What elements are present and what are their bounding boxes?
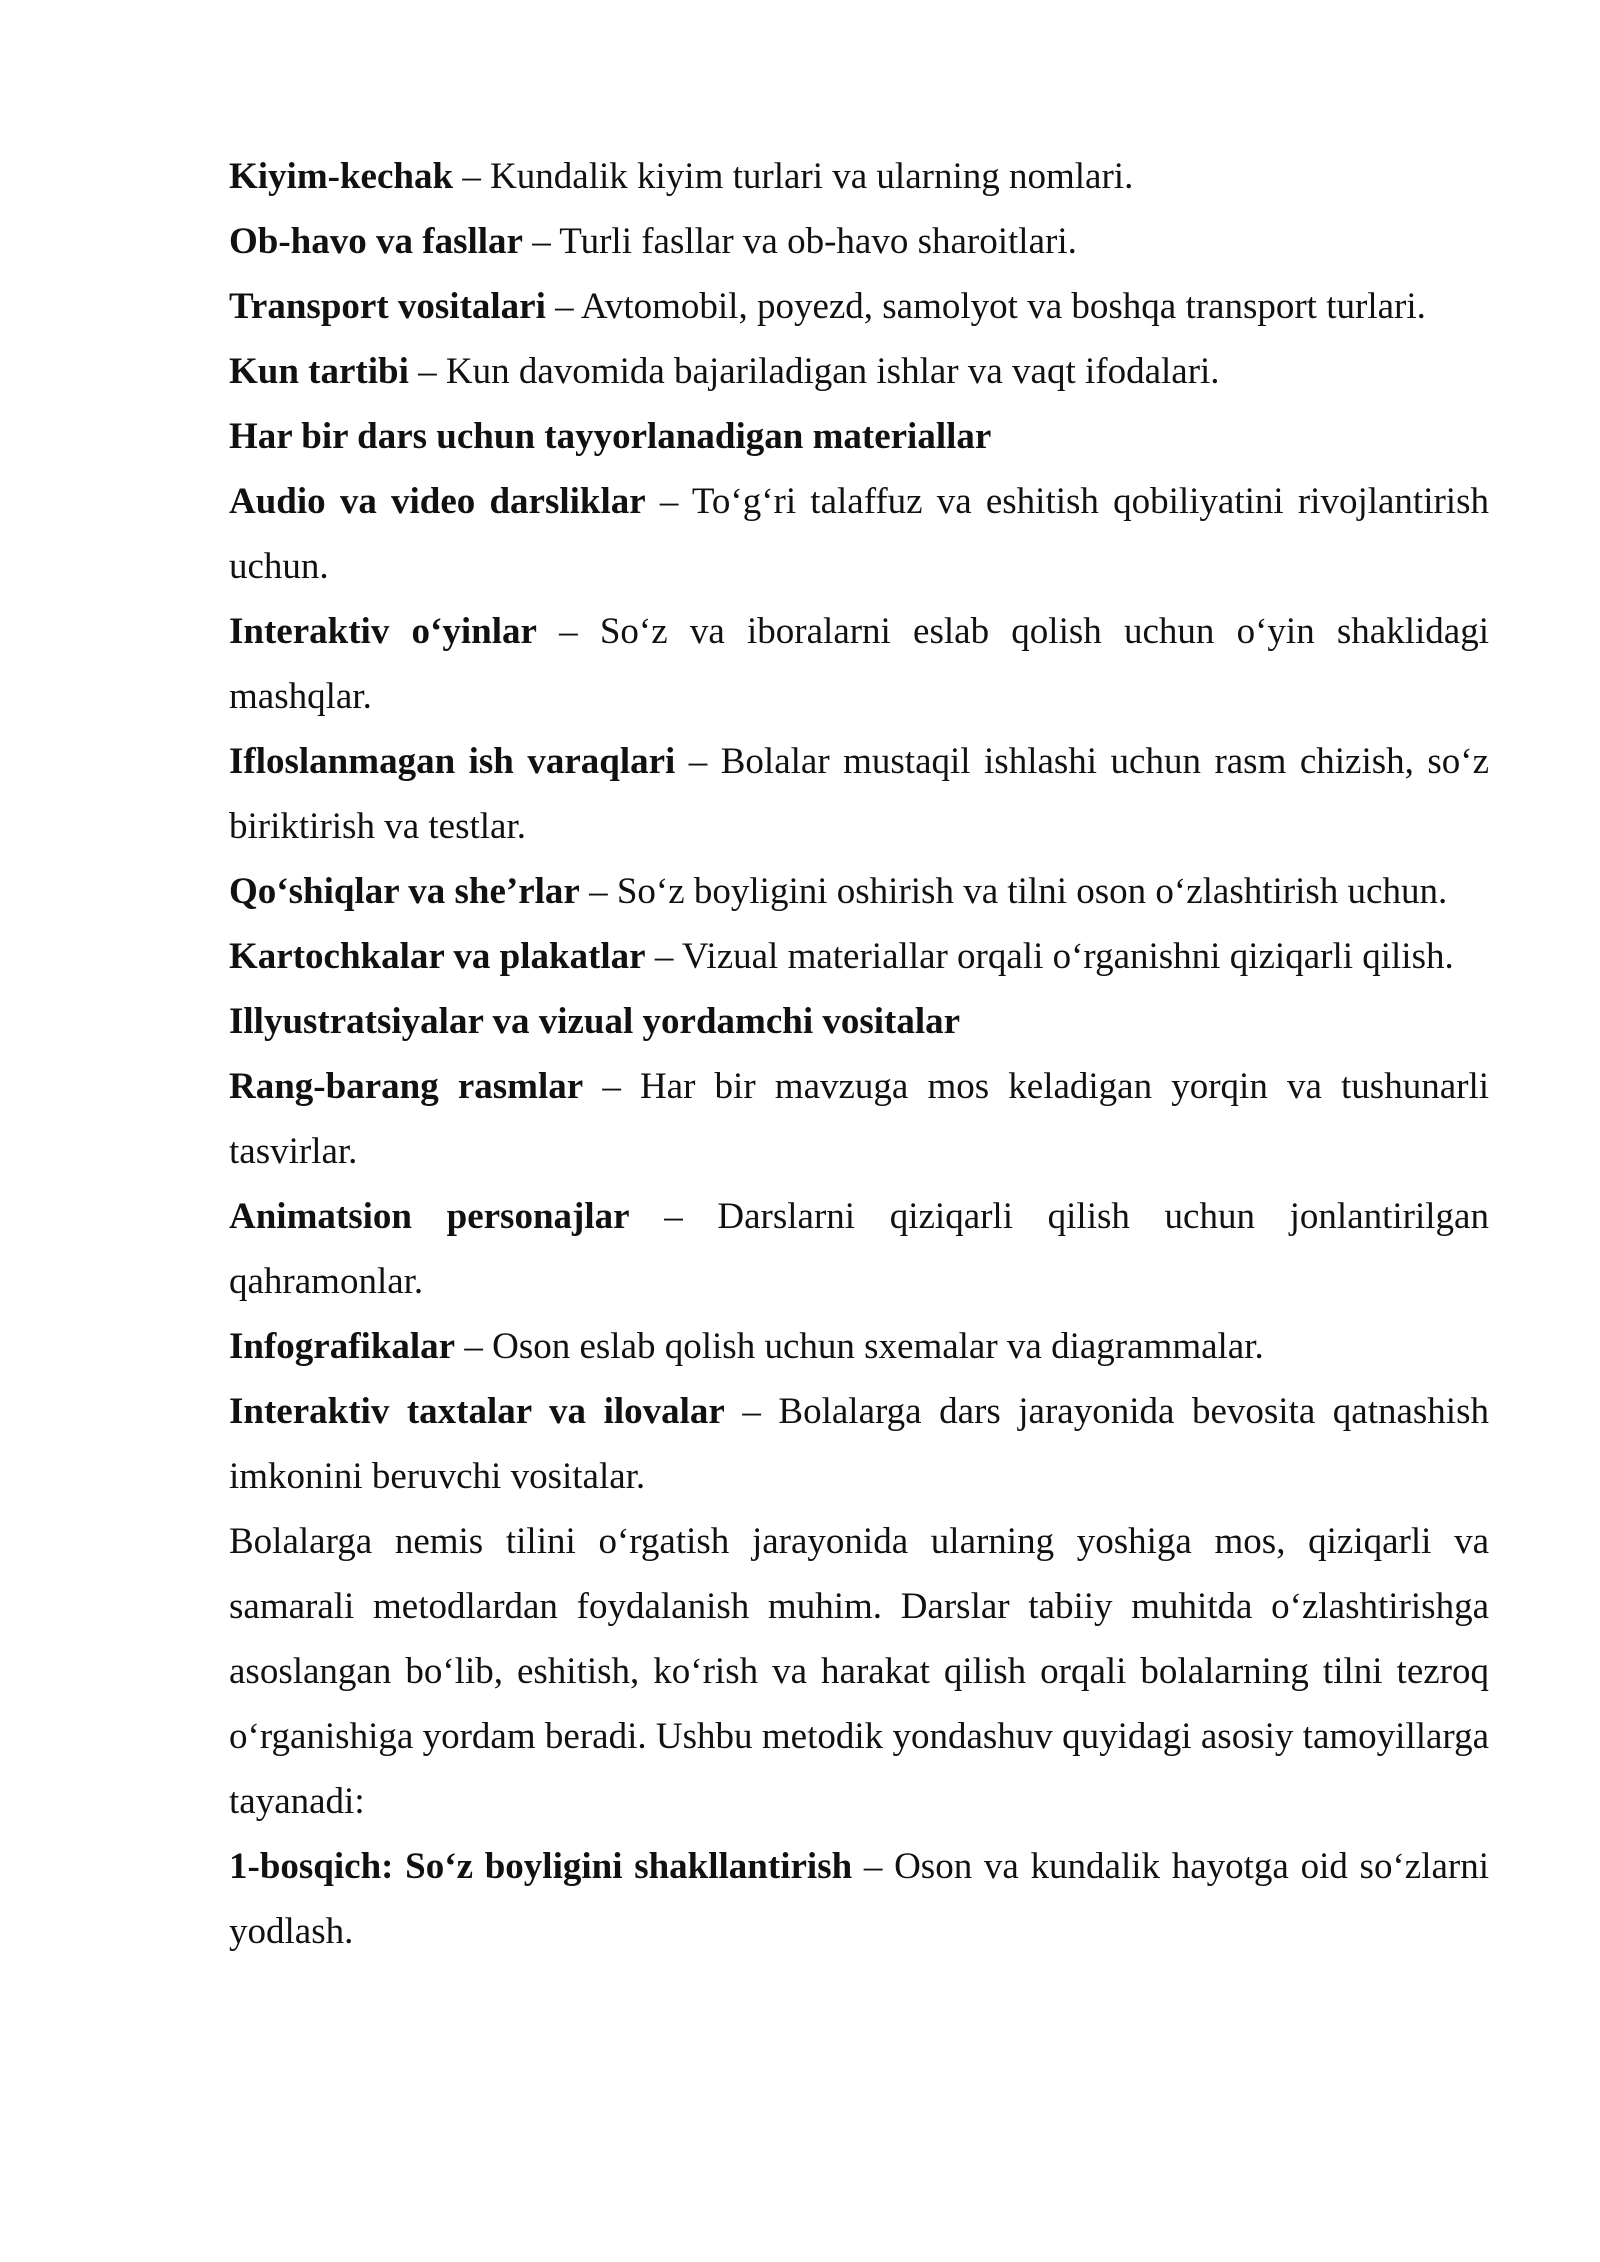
paragraph-audio-video	[229, 469, 1489, 599]
paragraph-ish-varaqlari	[229, 729, 1489, 859]
definition: – Har bir mavzuga mos keladigan yorqin va tushunarli tasvirlar.	[229, 1066, 1490, 1172]
definition: – To‘g‘ri talaffuz va eshitish qobiliyatini rivojlantirish uchun.	[229, 481, 1489, 587]
paragraph-infografikalar	[229, 1314, 1489, 1379]
term: Ifloslanmagan ish varaqlari	[229, 741, 676, 782]
section-heading-materiallar: Har bir dars uchun tayyorlanadigan materiallar	[229, 416, 992, 457]
definition: – Oson va kundalik hayotga oid so‘zlarni yodlash.	[229, 1846, 1490, 1952]
definition: – So‘z boyligini oshirish va tilni oson o‘zlashtirish uchun.	[579, 871, 1448, 912]
term: Qo‘shiqlar va she’rlar	[229, 871, 580, 912]
definition: – Oson eslab qolish uchun sxemalar va diagrammalar.	[455, 1326, 1264, 1367]
term: Kartochkalar va plakatlar	[229, 936, 646, 977]
term: Kiyim-kechak	[229, 156, 454, 197]
definition: – Bolalar mustaqil ishlashi uchun rasm chizish, so‘z biriktirish va testlar.	[229, 741, 1489, 847]
paragraph-bosqich-1	[229, 1834, 1489, 1964]
definition: – Darslarni qiziqarli qilish uchun jonlantirilgan qahramonlar.	[229, 1196, 1489, 1302]
term: Infografikalar	[229, 1326, 456, 1367]
paragraph-taxtalar	[229, 1379, 1489, 1509]
definition: – Turli fasllar va ob-havo sharoitlari.	[522, 221, 1077, 262]
paragraph-kartochkalar	[229, 924, 1489, 989]
paragraph-qoshiqlar	[229, 859, 1489, 924]
term: Kun tartibi	[229, 351, 409, 392]
paragraph-ob-havo	[229, 209, 1489, 274]
definition: – Kundalik kiyim turlari va ularning nomlari.	[453, 156, 1134, 197]
paragraph-body-text: Bolalarga nemis tilini o‘rgatish jarayonida ularning yoshiga mos, qiziqarli va samarali metodlardan foydalanish muhim. Darslar tabiiy muhitda o‘zlashtirishga asoslangan bo‘lib, eshitish, ko‘rish va harakat qilish orqali bolalarning tilni tezroq o‘rganishiga yordam beradi. Ushbu metodik yondashuv quyidagi asosiy tamoyillarga tayanadi:	[229, 1521, 1489, 1822]
definition: – So‘z va iboralarni eslab qolish uchun o‘yin shaklidagi mashqlar.	[229, 611, 1489, 717]
paragraph-transport	[229, 274, 1489, 339]
definition: – Vizual materiallar orqali o‘rganishni qiziqarli qilish.	[645, 936, 1454, 977]
section-heading-illyustratsiyalar: Illyustratsiyalar va vizual yordamchi vositalar	[229, 1001, 961, 1042]
term: Interaktiv o‘yinlar	[229, 611, 537, 652]
paragraph-kiyim-kechak	[229, 144, 1489, 209]
paragraph-kun-tartibi	[229, 339, 1489, 404]
term: Interaktiv taxtalar va ilovalar	[229, 1391, 725, 1432]
document-page	[229, 144, 1489, 1964]
term: Animatsion personajlar	[229, 1196, 630, 1237]
term: Transport vositalari	[229, 286, 546, 327]
definition: – Bolalarga dars jarayonida bevosita qatnashish imkonini beruvchi vositalar.	[229, 1391, 1489, 1497]
definition: – Kun davomida bajariladigan ishlar va vaqt ifodalari.	[408, 351, 1220, 392]
term: Audio va video darsliklar	[229, 481, 646, 522]
term: Rang-barang rasmlar	[229, 1066, 584, 1107]
paragraph-rasmlar	[229, 1054, 1489, 1184]
paragraph-personajlar	[229, 1184, 1489, 1314]
paragraph-interaktiv-oyinlar	[229, 599, 1489, 729]
definition: – Avtomobil, poyezd, samolyot va boshqa transport turlari.	[545, 286, 1426, 327]
term: 1-bosqich: So‘z boyligini shakllantirish	[229, 1846, 853, 1887]
term: Ob-havo va fasllar	[229, 221, 523, 262]
